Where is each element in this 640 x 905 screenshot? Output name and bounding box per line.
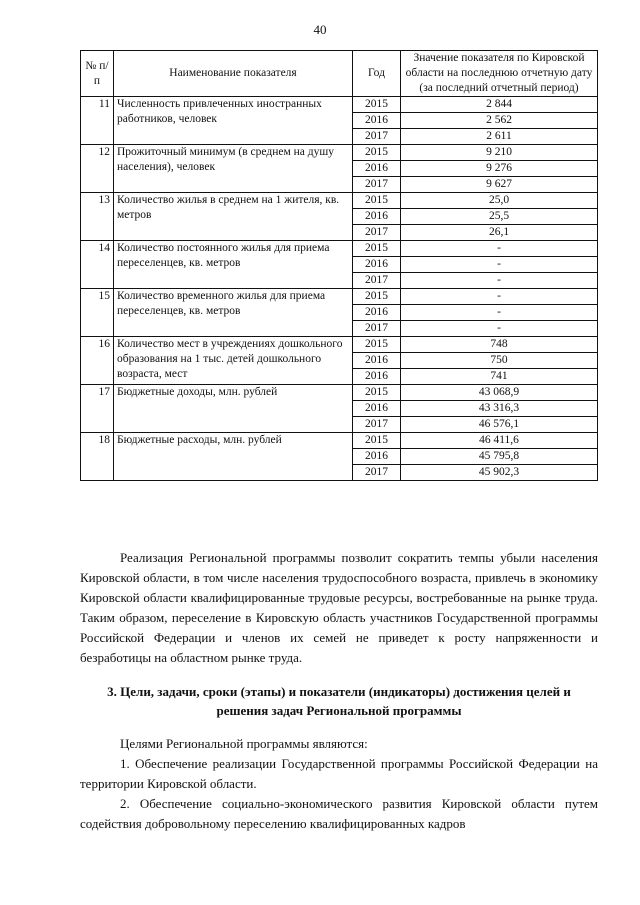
row-number: 12 bbox=[81, 145, 114, 193]
row-number: 15 bbox=[81, 289, 114, 337]
table-row bbox=[81, 337, 598, 353]
table-row bbox=[81, 385, 598, 401]
row-number: 14 bbox=[81, 241, 114, 289]
value-cell: 2 844 bbox=[401, 97, 598, 113]
year-cell: 2016 bbox=[353, 113, 401, 129]
value-cell: 25,0 bbox=[401, 193, 598, 209]
year-cell: 2017 bbox=[353, 273, 401, 289]
paragraph-conclusion: Реализация Региональной программы позволит сократить темпы убыли населения Кировской области, в том числе населения трудоспособного возраста, привлечь в экономику Кировской области квалифицированные трудовые ресурсы, востребованные на рынке труда. Таким образом, переселение в Кировскую область участников Государственной программы Российской Федерации и членов их семей не приведет к росту напряженности и безработицы на областном рынке труда. bbox=[80, 550, 598, 665]
value-cell: 2 562 bbox=[401, 113, 598, 129]
year-cell: 2015 bbox=[353, 337, 401, 353]
value-cell: - bbox=[401, 241, 598, 257]
table-header-row bbox=[81, 51, 598, 97]
table-row bbox=[81, 97, 598, 113]
table-row bbox=[81, 289, 598, 305]
year-cell: 2016 bbox=[353, 369, 401, 385]
goals-block bbox=[80, 734, 598, 834]
year-cell: 2017 bbox=[353, 225, 401, 241]
indicators-table bbox=[80, 50, 598, 481]
year-cell: 2016 bbox=[353, 161, 401, 177]
page-number: 40 bbox=[313, 22, 327, 37]
year-cell: 2016 bbox=[353, 401, 401, 417]
value-cell: - bbox=[401, 289, 598, 305]
indicator-name: Прожиточный минимум (в среднем на душу населения), человек bbox=[114, 145, 353, 193]
table-row bbox=[81, 241, 598, 257]
year-cell: 2016 bbox=[353, 257, 401, 273]
year-cell: 2015 bbox=[353, 241, 401, 257]
indicator-name: Количество постоянного жилья для приема переселенцев, кв. метров bbox=[114, 241, 353, 289]
value-cell: - bbox=[401, 257, 598, 273]
indicator-name: Количество временного жилья для приема переселенцев, кв. метров bbox=[114, 289, 353, 337]
year-cell: 2015 bbox=[353, 385, 401, 401]
year-cell: 2015 bbox=[353, 145, 401, 161]
year-cell: 2015 bbox=[353, 433, 401, 449]
indicator-name: Численность привлеченных иностранных работников, человек bbox=[114, 97, 353, 145]
table-row bbox=[81, 193, 598, 209]
value-cell: 741 bbox=[401, 369, 598, 385]
year-cell: 2015 bbox=[353, 289, 401, 305]
value-cell: 748 bbox=[401, 337, 598, 353]
value-cell: 9 627 bbox=[401, 177, 598, 193]
value-cell: 9 210 bbox=[401, 145, 598, 161]
indicator-name: Количество мест в учреждениях дошкольного образования на 1 тыс. детей дошкольного возраста, мест bbox=[114, 337, 353, 385]
value-cell: 9 276 bbox=[401, 161, 598, 177]
value-cell: 46 576,1 bbox=[401, 417, 598, 433]
year-cell: 2016 bbox=[353, 209, 401, 225]
value-cell: 2 611 bbox=[401, 129, 598, 145]
indicator-name: Количество жилья в среднем на 1 жителя, кв. метров bbox=[114, 193, 353, 241]
header-value: Значение показателя по Кировской области на последнюю отчетную дату (за последний отчетный период) bbox=[401, 51, 598, 97]
goals-intro: Целями Региональной программы являются: bbox=[120, 736, 368, 751]
header-name: Наименование показателя bbox=[114, 51, 353, 97]
value-cell: 750 bbox=[401, 353, 598, 369]
value-cell: 25,5 bbox=[401, 209, 598, 225]
year-cell: 2016 bbox=[353, 353, 401, 369]
value-cell: 45 902,3 bbox=[401, 465, 598, 481]
year-cell: 2016 bbox=[353, 305, 401, 321]
value-cell: - bbox=[401, 321, 598, 337]
header-num: № п/п bbox=[81, 51, 114, 97]
row-number: 16 bbox=[81, 337, 114, 385]
year-cell: 2017 bbox=[353, 465, 401, 481]
year-cell: 2015 bbox=[353, 193, 401, 209]
value-cell: - bbox=[401, 305, 598, 321]
indicator-name: Бюджетные расходы, млн. рублей bbox=[114, 433, 353, 481]
value-cell: 43 068,9 bbox=[401, 385, 598, 401]
year-cell: 2017 bbox=[353, 177, 401, 193]
goal-1: 1. Обеспечение реализации Государственной программы Российской Федерации на территории Кировской области. bbox=[80, 756, 598, 791]
value-cell: 43 316,3 bbox=[401, 401, 598, 417]
table-row bbox=[81, 433, 598, 449]
table-row bbox=[81, 145, 598, 161]
body-paragraph bbox=[80, 548, 598, 668]
year-cell: 2017 bbox=[353, 321, 401, 337]
row-number: 18 bbox=[81, 433, 114, 481]
goal-2: 2. Обеспечение социально-экономического развития Кировской области путем содействия добровольному переселению квалифицированных кадров bbox=[80, 796, 598, 831]
year-cell: 2017 bbox=[353, 417, 401, 433]
row-number: 11 bbox=[81, 97, 114, 145]
year-cell: 2015 bbox=[353, 97, 401, 113]
row-number: 17 bbox=[81, 385, 114, 433]
value-cell: 45 795,8 bbox=[401, 449, 598, 465]
value-cell: - bbox=[401, 273, 598, 289]
year-cell: 2016 bbox=[353, 449, 401, 465]
value-cell: 46 411,6 bbox=[401, 433, 598, 449]
value-cell: 26,1 bbox=[401, 225, 598, 241]
header-year: Год bbox=[353, 51, 401, 97]
year-cell: 2017 bbox=[353, 129, 401, 145]
section-heading: 3. Цели, задачи, сроки (этапы) и показатели (индикаторы) достижения целей и решения задач Региональной программы bbox=[107, 684, 571, 718]
indicator-name: Бюджетные доходы, млн. рублей bbox=[114, 385, 353, 433]
row-number: 13 bbox=[81, 193, 114, 241]
